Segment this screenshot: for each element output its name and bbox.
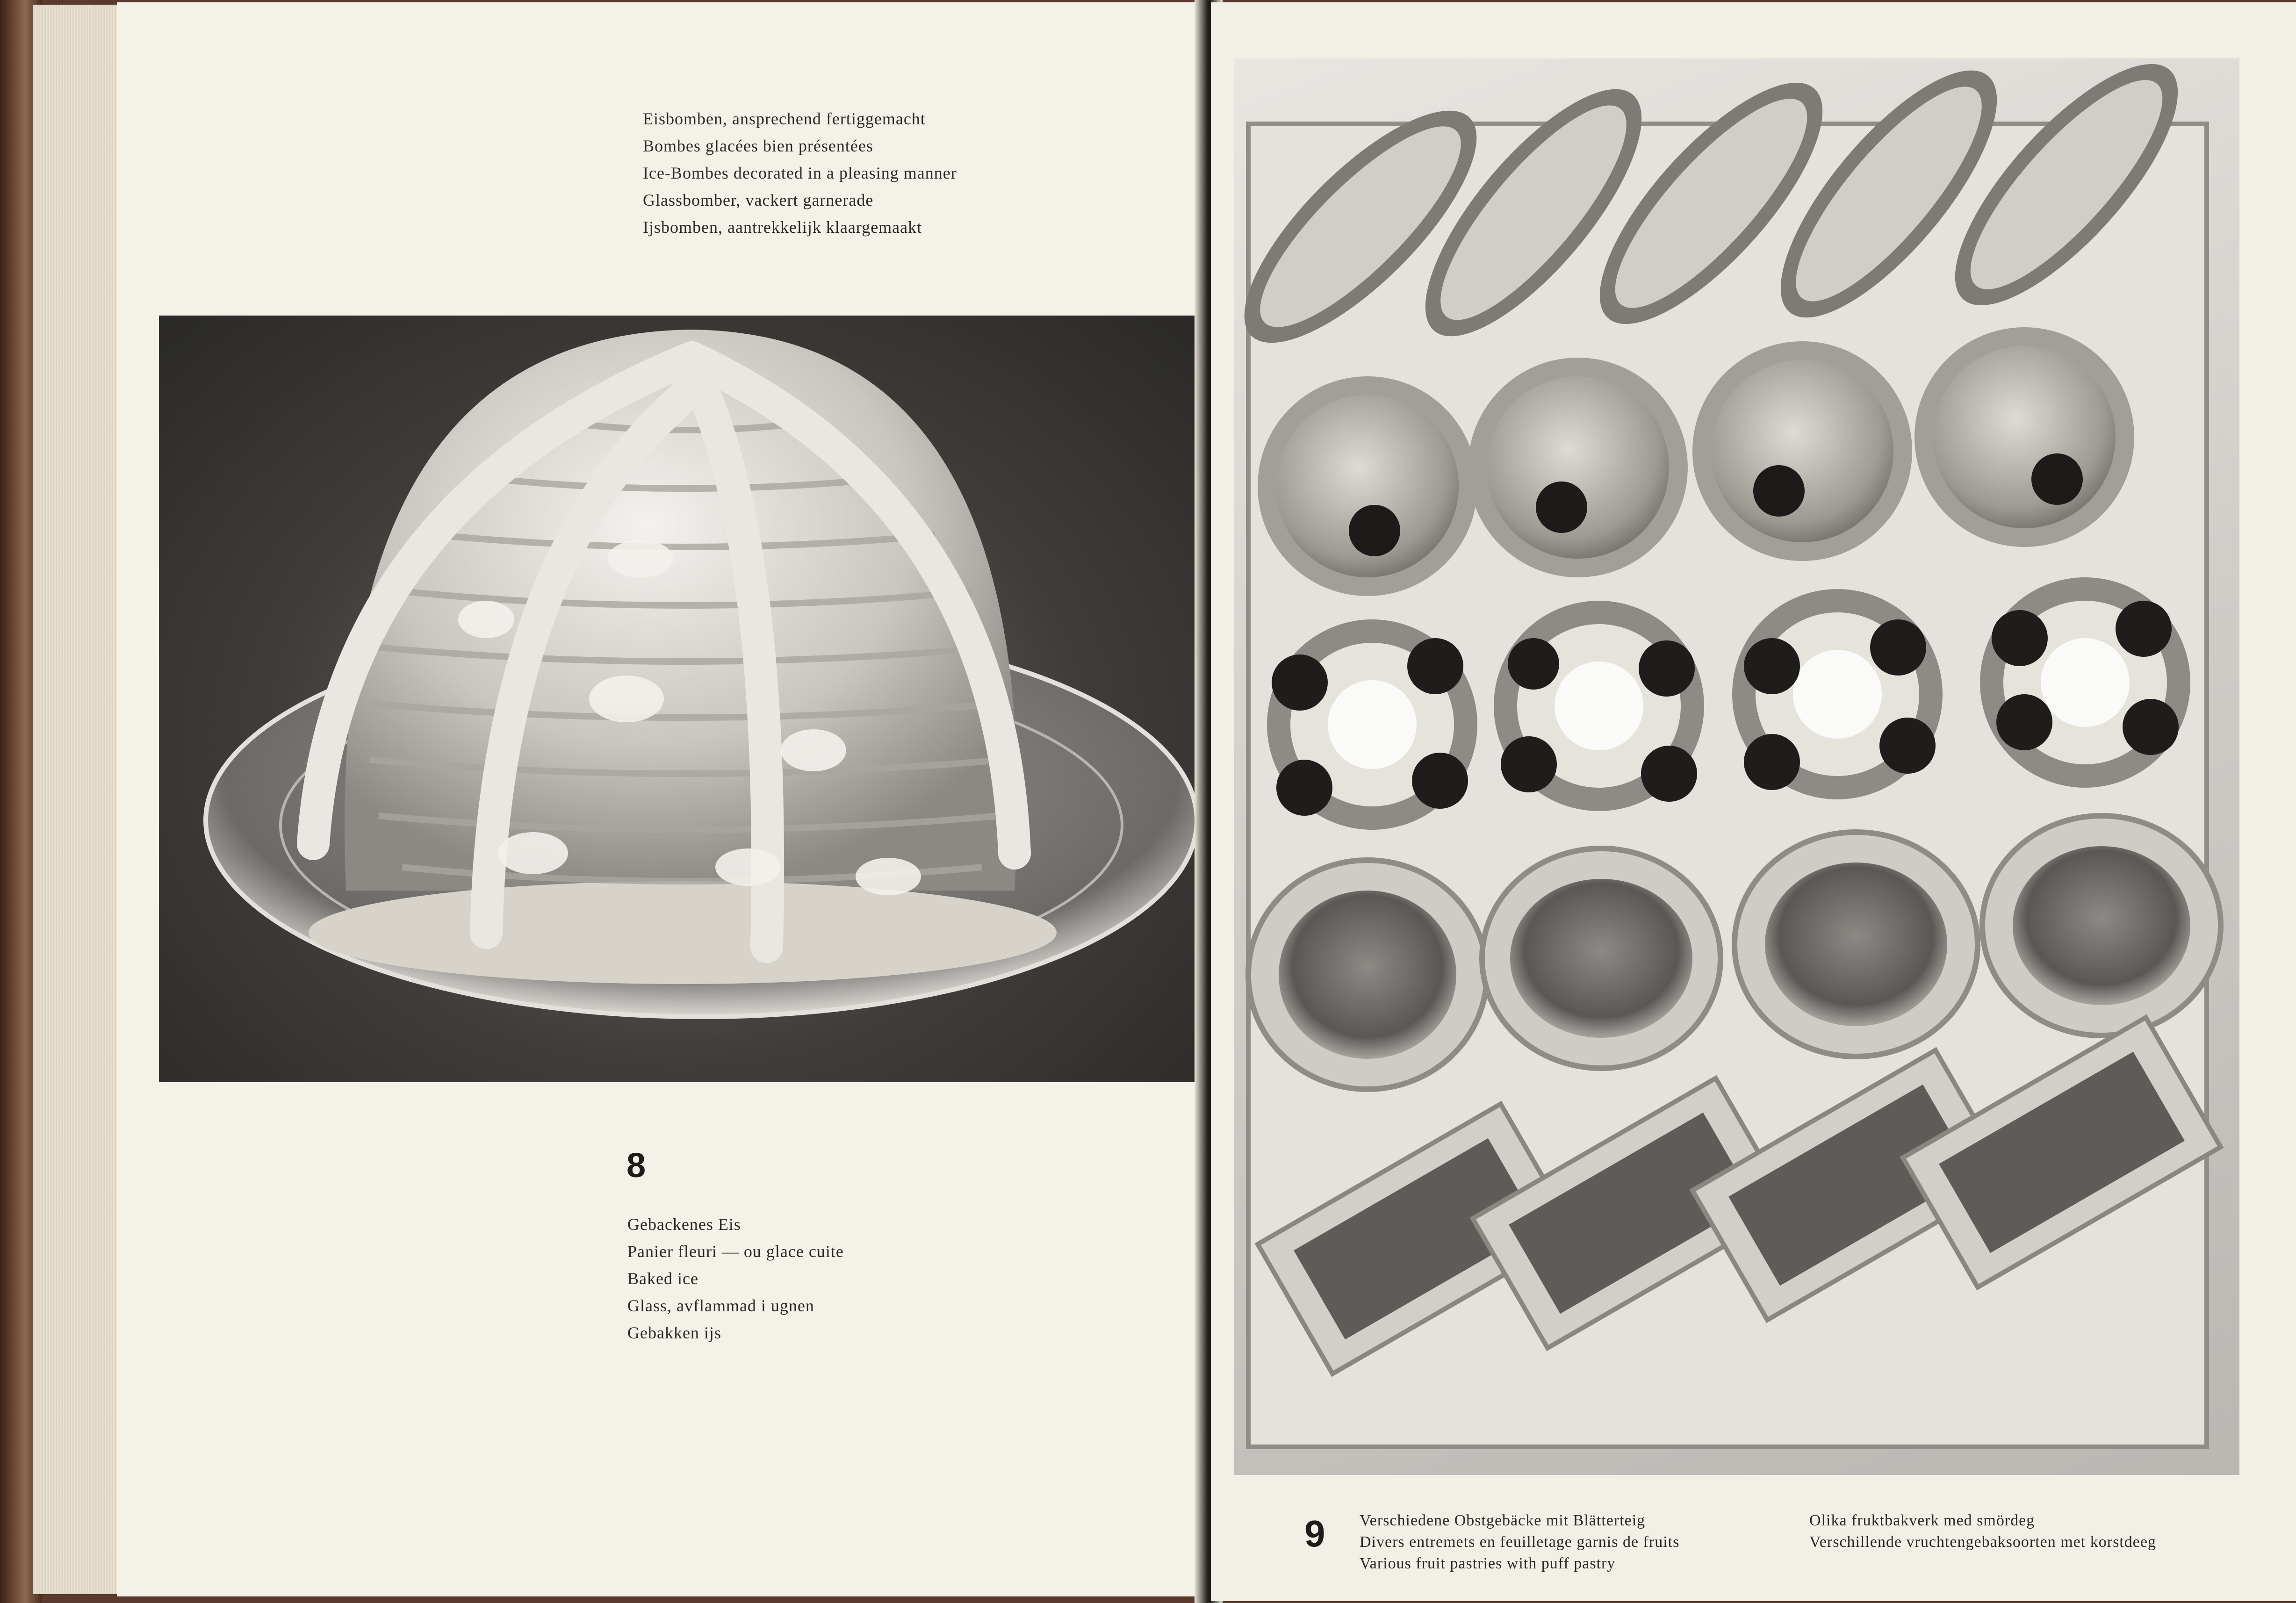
- caption-line: Verschillende vruchtengebaksoorten met korstdeeg: [1809, 1533, 2156, 1551]
- caption-line: Panier fleuri — ou glace cuite: [627, 1242, 844, 1261]
- caption-line: Ice-Bombes decorated in a pleasing manner: [643, 164, 957, 182]
- baked-ice-caption: [627, 1211, 844, 1346]
- caption-line: Ijsbomben, aantrekkelijk klaargemaakt: [643, 218, 922, 237]
- caption-line: Baked ice: [627, 1269, 698, 1288]
- caption-line: Eisbomben, ansprechend fertiggemacht: [643, 109, 926, 128]
- caption-line: Glass, avflammad i ugnen: [627, 1296, 814, 1315]
- caption-line: Gebackenes Eis: [627, 1215, 741, 1234]
- caption-line: Bombes glacées bien présentées: [643, 137, 873, 155]
- caption-line: Various fruit pastries with puff pastry: [1360, 1555, 1616, 1572]
- ice-bombe-photo: [159, 316, 1197, 1082]
- page-edges: [33, 5, 127, 1594]
- fruit-pastries-photo: [1234, 58, 2239, 1475]
- caption-line: Glassbomber, vackert garnerade: [643, 191, 874, 209]
- plate-number-8: 8: [626, 1146, 646, 1185]
- caption-line: Verschiedene Obstgebäcke mit Blätterteig: [1360, 1512, 1646, 1529]
- caption-line: Olika fruktbakverk med smördeg: [1809, 1512, 2035, 1529]
- plate-number-9: 9: [1304, 1513, 1325, 1554]
- fruit-pastries-caption-right: [1809, 1510, 2156, 1553]
- fruit-pastries-caption-left: [1360, 1510, 1679, 1574]
- caption-line: Gebakken ijs: [627, 1323, 721, 1342]
- caption-line: Divers entremets en feuilletage garnis de fruits: [1360, 1533, 1680, 1551]
- ice-bombe-caption: [643, 105, 957, 241]
